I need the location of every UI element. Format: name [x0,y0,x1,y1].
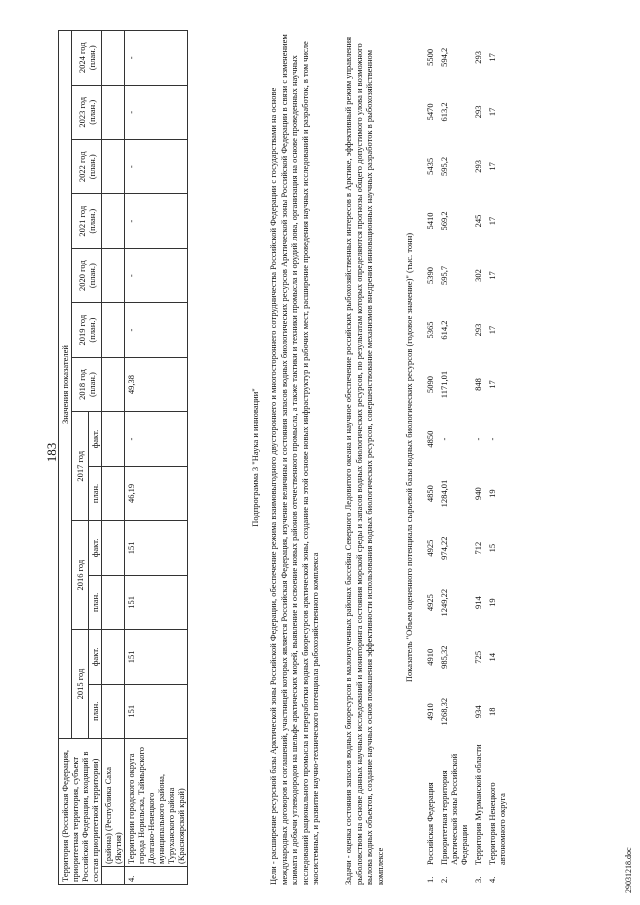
header-sub-plan: план. [89,684,102,738]
row-value: 17 [487,162,497,171]
row-value [102,85,125,139]
goals-text: Цели - расширение ресурсной базы Арктической зоны Российской Федерации, обеспечение режима взаимовыгодного двустороннего и многостороннего сотрудничества Российской Федерации с государствами на основе международных договоров и соглашений, участницей которых является Российская Федерация, изучение величины и состояния запасов водных биологических ресурсов Арктической зоны Российской Федерации в связи с изменением климата и добычи углеводородов на шельфе арктических морей, выявление и освоение новых районов отечественного промысла, а также тактики и техники промысла и орудий лова, организация на основе проведенных научных исследований рационального промысла и переработки водных биоресурсов арктической зоны, создание на этой основе новых инфраструктур и рабочих мест, расширение проведения научных исследований и разработок, в том числе экосистемных, и развитие научно-технического потенциала рыбохозяйственного комплекса [268,34,320,885]
header-sub-plan: план. [89,466,102,520]
row-value: 914 [473,596,483,610]
row-value: - [439,437,449,441]
header-year-2017: 2017 год [72,412,89,521]
row-value: 595,7 [439,265,449,286]
table-row [485,30,509,885]
row-value: 293 [473,105,483,119]
row-value [102,466,125,520]
row-value: - [125,194,188,248]
row-value: 4910 [425,703,435,721]
row-value: 5090 [425,376,435,394]
row-value [102,357,125,411]
row-number: 4. [487,876,497,883]
row-value: 17 [487,271,497,280]
row-territory: (района) (Республика Саха (Якутия) [102,739,125,867]
row-value: - [125,31,188,86]
header-values: Значения показателей [59,31,72,739]
row-value: 940 [473,487,483,500]
row-value: 17 [487,53,497,62]
row-value: 293 [473,323,483,337]
row-value: 151 [125,575,188,629]
row-value: 712 [473,541,483,555]
row-value: 5500 [425,48,435,66]
row-number [102,867,125,885]
row-territory: Приоритетная территория Арктической зоны Российской Федерации [439,753,469,865]
row-number: 4. [125,867,188,885]
row-value: 5410 [425,212,435,230]
row-value: 18 [487,707,497,716]
file-name: 29031218.doc [624,847,633,893]
row-territory: Территории городского округа города Норильска, Таймырского Долгано-Ненецкого муниципального района, Туруханского района (Красноярский край) [125,739,188,867]
row-value: 569,2 [439,211,449,231]
row-value [102,140,125,194]
row-value: 725 [473,650,483,664]
row-value: 49,38 [125,357,188,411]
row-value: 14 [487,652,497,662]
table-row [471,30,485,885]
indicator-table-bottom [423,30,509,885]
row-value [102,194,125,248]
header-sub-fact: факт. [89,521,102,575]
row-value: 293 [473,50,483,64]
header-territory: Территория (Российская Федерация, приоритетная территория, субъект Российской Федерации, входящий в состав приоритетной территории) [59,739,102,885]
header-plan-year: 2023 год (план.) [72,85,102,139]
row-value: - [473,437,483,441]
row-value: 614,2 [439,320,449,340]
header-plan-year: 2019 год (план.) [72,303,102,357]
row-territory: Российская Федерация [425,782,435,865]
header-plan-year: 2024 год (план.) [72,31,102,86]
indicator-title: Показатель "Объем оцененного потенциала сырьевой базы водных биологических ресурсов (годовое значение)" (тыс. тонн) [404,232,414,683]
row-value: - [125,303,188,357]
row-value: 974,22 [439,536,449,560]
row-value: 151 [125,521,188,575]
row-value [102,630,125,684]
row-value [102,248,125,302]
row-value: 46,19 [125,466,188,520]
row-value: 15 [487,543,497,553]
row-value: 985,32 [439,645,449,669]
row-value [102,521,125,575]
row-number: 1. [425,876,435,883]
tasks-text: Задачи - оценка состояния запасов водных биоресурсов в малоизученных районах бассейна Северного Ледовитого океана и научное обеспечение российских рыбохозяйственных интересов в Арктике, эффективный режим управления рыболовством на основе данных научных исследований и мониторинга состояния морской среды и запасов водных биологических ресурсов, по результатам которых определяются прогнозы общего допустимого улова и возможного вылова водных объектов, создание научных основ повышения эффективности использования водных биологических ресурсов, совершенствование механизмов внедрения инновационных научных разработок в рыбохозяйственном комплексе [343,37,385,885]
row-territory: Территория Ненецкого автономного округа [487,782,507,865]
header-plan-year: 2022 год (план.) [72,140,102,194]
row-value [102,31,125,86]
row-value: 5435 [425,157,435,175]
row-value: 17 [487,380,497,389]
row-value: 594,2 [439,47,449,67]
row-value: 4925 [425,539,435,557]
row-value: - [125,140,188,194]
table-row [423,30,437,885]
row-number: 2. [439,876,449,883]
row-value: 934 [473,705,483,719]
header-plan-year: 2020 год (план.) [72,248,102,302]
row-territory: Территория Мурманской области [473,744,483,865]
header-sub-fact: факт. [89,412,102,466]
row-value: 4850 [425,430,435,448]
row-value: 5365 [425,321,435,339]
row-value: - [125,412,188,466]
indicator-table-top [58,30,188,885]
page-number: 183 [44,442,59,463]
row-value [102,684,125,738]
row-value: 5390 [425,266,435,284]
row-value: 17 [487,325,497,335]
row-value: 19 [487,598,497,607]
row-value [102,412,125,466]
row-value: - [125,248,188,302]
row-value: - [125,85,188,139]
row-value: 1268,32 [439,697,449,726]
row-number: 3. [473,876,483,883]
row-value: 17 [487,216,497,226]
row-value: 1249,22 [439,588,449,617]
row-value: 151 [125,684,188,738]
row-value: 613,2 [439,102,449,122]
subprogram-title: Подпрограмма 3 "Наука и инновации" [250,388,260,527]
table-row [102,31,125,885]
header-plan-year: 2021 год (план.) [72,194,102,248]
row-value: - [487,437,497,441]
row-value: 19 [487,489,497,498]
row-value: 245 [473,214,483,228]
row-value: 1171,01 [439,370,449,399]
header-sub-fact: факт. [89,630,102,684]
header-sub-plan: план. [89,575,102,629]
row-value: 5470 [425,103,435,121]
table-row [125,31,188,885]
row-value: 17 [487,107,497,117]
row-value [102,303,125,357]
header-plan-year: 2018 год (план.) [72,357,102,411]
row-value: 1284,01 [439,479,449,508]
row-value: 151 [125,630,188,684]
row-value [102,575,125,629]
row-value: 4850 [425,485,435,503]
row-value: 302 [473,269,483,282]
header-year-2015: 2015 год [72,630,89,739]
table-row [437,30,471,885]
header-year-2016: 2016 год [72,521,89,630]
row-value: 293 [473,160,483,173]
row-value: 4925 [425,594,435,612]
row-value: 4910 [425,648,435,666]
row-value: 848 [473,378,483,391]
row-value: 595,2 [439,156,449,176]
